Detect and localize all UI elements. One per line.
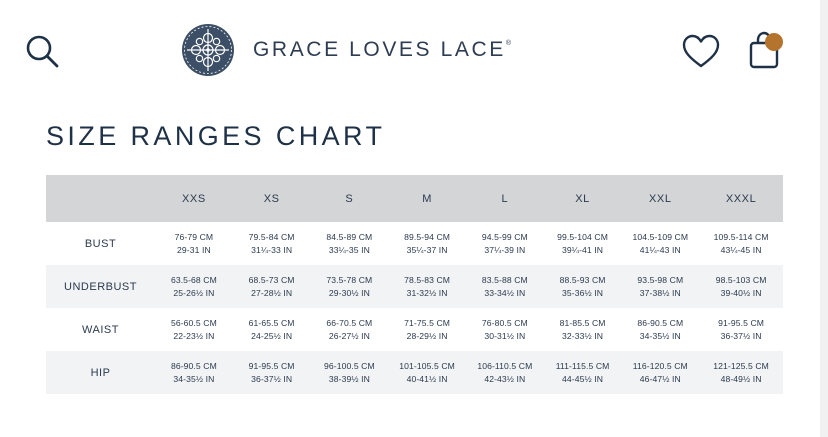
column-header: XXS (181, 192, 206, 205)
cell-in-value: 28-29½ IN (406, 330, 448, 341)
size-cell (155, 265, 233, 308)
size-cell (233, 222, 311, 265)
size-cell (388, 308, 466, 351)
column-header: S (345, 192, 354, 205)
registered-mark: ® (505, 40, 512, 47)
cell-in-value: 36-37½ IN (251, 373, 293, 384)
cell-in-value: 42-43½ IN (484, 373, 526, 384)
size-cell (388, 222, 466, 265)
size-cell (699, 351, 783, 394)
cell-in-value: 37¼-39 IN (484, 244, 526, 255)
cell-in-value: 34-35½ IN (639, 330, 681, 341)
cell-in-value: 29-30½ IN (328, 287, 370, 298)
cell-in-value: 33-34½ IN (484, 287, 526, 298)
cell-cm-value: 104.5-109 CM (632, 231, 689, 242)
header-corner (46, 175, 155, 222)
cell-cm-value: 61-65.5 CM (248, 317, 295, 328)
cell-cm-value: 91-95.5 CM (718, 317, 765, 328)
cell-in-value: 26-27½ IN (328, 330, 370, 341)
size-cell (621, 222, 699, 265)
size-cell (388, 265, 466, 308)
cell-in-value: 44-45½ IN (562, 373, 604, 384)
table-row (46, 265, 783, 308)
cell-cm-value: 71-75.5 CM (404, 317, 451, 328)
size-cell (155, 351, 233, 394)
size-cell (621, 265, 699, 308)
column-header: XXL (649, 192, 672, 205)
row-label: UNDERBUST (64, 280, 137, 293)
cell-in-value: 46-47½ IN (639, 373, 681, 384)
size-cell (544, 265, 622, 308)
scroll-edge (820, 0, 828, 437)
size-cell (699, 222, 783, 265)
table-row (46, 308, 783, 351)
cell-cm-value: 91-95.5 CM (248, 360, 295, 371)
size-cell (155, 308, 233, 351)
column-header: XL (575, 192, 590, 205)
cell-in-value: 39-40½ IN (720, 287, 762, 298)
cell-in-value: 32-33½ IN (562, 330, 604, 341)
size-cell (466, 351, 544, 394)
brand-logo[interactable] (180, 22, 236, 78)
cell-cm-value: 73.5-78 CM (326, 274, 373, 285)
wishlist-button[interactable] (682, 34, 720, 70)
column-header: XS (263, 192, 280, 205)
search-icon (22, 31, 62, 71)
cell-in-value: 37-38½ IN (639, 287, 681, 298)
cell-cm-value: 86-90.5 CM (637, 317, 684, 328)
cell-cm-value: 101-105.5 CM (399, 360, 455, 371)
cell-cm-value: 66-70.5 CM (326, 317, 373, 328)
cell-cm-value: 89.5-94 CM (404, 231, 451, 242)
size-cell (311, 308, 389, 351)
cell-cm-value: 68.5-73 CM (248, 274, 295, 285)
cell-in-value: 35¼-37 IN (406, 244, 448, 255)
size-cell (155, 222, 233, 265)
size-cell (621, 351, 699, 394)
cell-cm-value: 76-80.5 CM (481, 317, 528, 328)
cell-in-value: 40-41½ IN (406, 373, 448, 384)
size-cell (544, 222, 622, 265)
row-label: BUST (84, 237, 117, 250)
table-row (46, 222, 783, 265)
size-cell (466, 222, 544, 265)
table-header-row (46, 175, 783, 222)
brand-name[interactable] (253, 38, 511, 62)
size-cell (233, 308, 311, 351)
table-row (46, 351, 783, 394)
cell-cm-value: 56-60.5 CM (170, 317, 217, 328)
cell-cm-value: 111-115.5 CM (555, 360, 610, 371)
cell-cm-value: 99.5-104 CM (557, 231, 608, 242)
cell-cm-value: 96-100.5 CM (323, 360, 375, 371)
size-cell (311, 265, 389, 308)
cell-in-value: 43¼-45 IN (720, 244, 762, 255)
cell-in-value: 27-28½ IN (251, 287, 293, 298)
size-cell (466, 265, 544, 308)
size-cell (699, 265, 783, 308)
size-cell (311, 222, 389, 265)
search-button[interactable] (22, 31, 62, 71)
cell-cm-value: 106-110.5 CM (477, 360, 533, 371)
size-cell (388, 351, 466, 394)
cell-in-value: 24-25½ IN (251, 330, 293, 341)
brand-name-text: GRACE LOVES LACE (253, 38, 506, 61)
size-cell (311, 351, 389, 394)
column-header: M (422, 192, 432, 205)
row-label: HIP (90, 366, 111, 379)
cell-cm-value: 76-79 CM (174, 231, 214, 242)
cell-in-value: 22-23½ IN (173, 330, 215, 341)
size-cell (544, 308, 622, 351)
size-cell (699, 308, 783, 351)
size-cell (544, 351, 622, 394)
cell-cm-value: 83.5-88 CM (481, 274, 528, 285)
cell-in-value: 35-36½ IN (562, 287, 604, 298)
heart-icon (682, 34, 720, 70)
size-cell (233, 351, 311, 394)
cell-cm-value: 94.5-99 CM (481, 231, 528, 242)
cell-cm-value: 84.5-89 CM (326, 231, 373, 242)
cell-in-value: 36-37½ IN (720, 330, 762, 341)
page-title: SIZE RANGES CHART (46, 121, 386, 151)
lace-logo-icon (180, 22, 236, 78)
cell-cm-value: 116-120.5 CM (632, 360, 688, 371)
column-header: XXXL (725, 192, 757, 205)
column-header: L (501, 192, 509, 205)
cell-cm-value: 93.5-98 CM (637, 274, 684, 285)
row-label: WAIST (82, 323, 119, 336)
cell-cm-value: 63.5-68 CM (170, 274, 217, 285)
cell-in-value: 39¼-41 IN (562, 244, 604, 255)
cell-cm-value: 109.5-114 CM (713, 231, 769, 242)
cell-cm-value: 78.5-83 CM (404, 274, 451, 285)
cell-in-value: 30-31½ IN (484, 330, 526, 341)
cell-cm-value: 79.5-84 CM (248, 231, 295, 242)
cart-badge (765, 33, 783, 51)
cell-in-value: 31¼-33 IN (251, 244, 293, 255)
cell-cm-value: 98.5-103 CM (715, 274, 767, 285)
cell-cm-value: 88.5-93 CM (559, 274, 606, 285)
cell-in-value: 29-31 IN (177, 244, 211, 255)
cell-in-value: 33¼-35 IN (328, 244, 370, 255)
cell-in-value: 34-35½ IN (173, 373, 215, 384)
cell-cm-value: 86-90.5 CM (170, 360, 217, 371)
cell-in-value: 48-49½ IN (720, 373, 762, 384)
cell-cm-value: 81-85.5 CM (559, 317, 606, 328)
size-cell (621, 308, 699, 351)
cell-in-value: 31-32½ IN (406, 287, 448, 298)
size-chart-table (46, 175, 783, 394)
size-cell (466, 308, 544, 351)
cell-in-value: 41¼-43 IN (639, 244, 681, 255)
cell-in-value: 25-26½ IN (173, 287, 215, 298)
size-cell (233, 265, 311, 308)
cell-cm-value: 121-125.5 CM (713, 360, 769, 371)
cell-in-value: 38-39½ IN (328, 373, 370, 384)
